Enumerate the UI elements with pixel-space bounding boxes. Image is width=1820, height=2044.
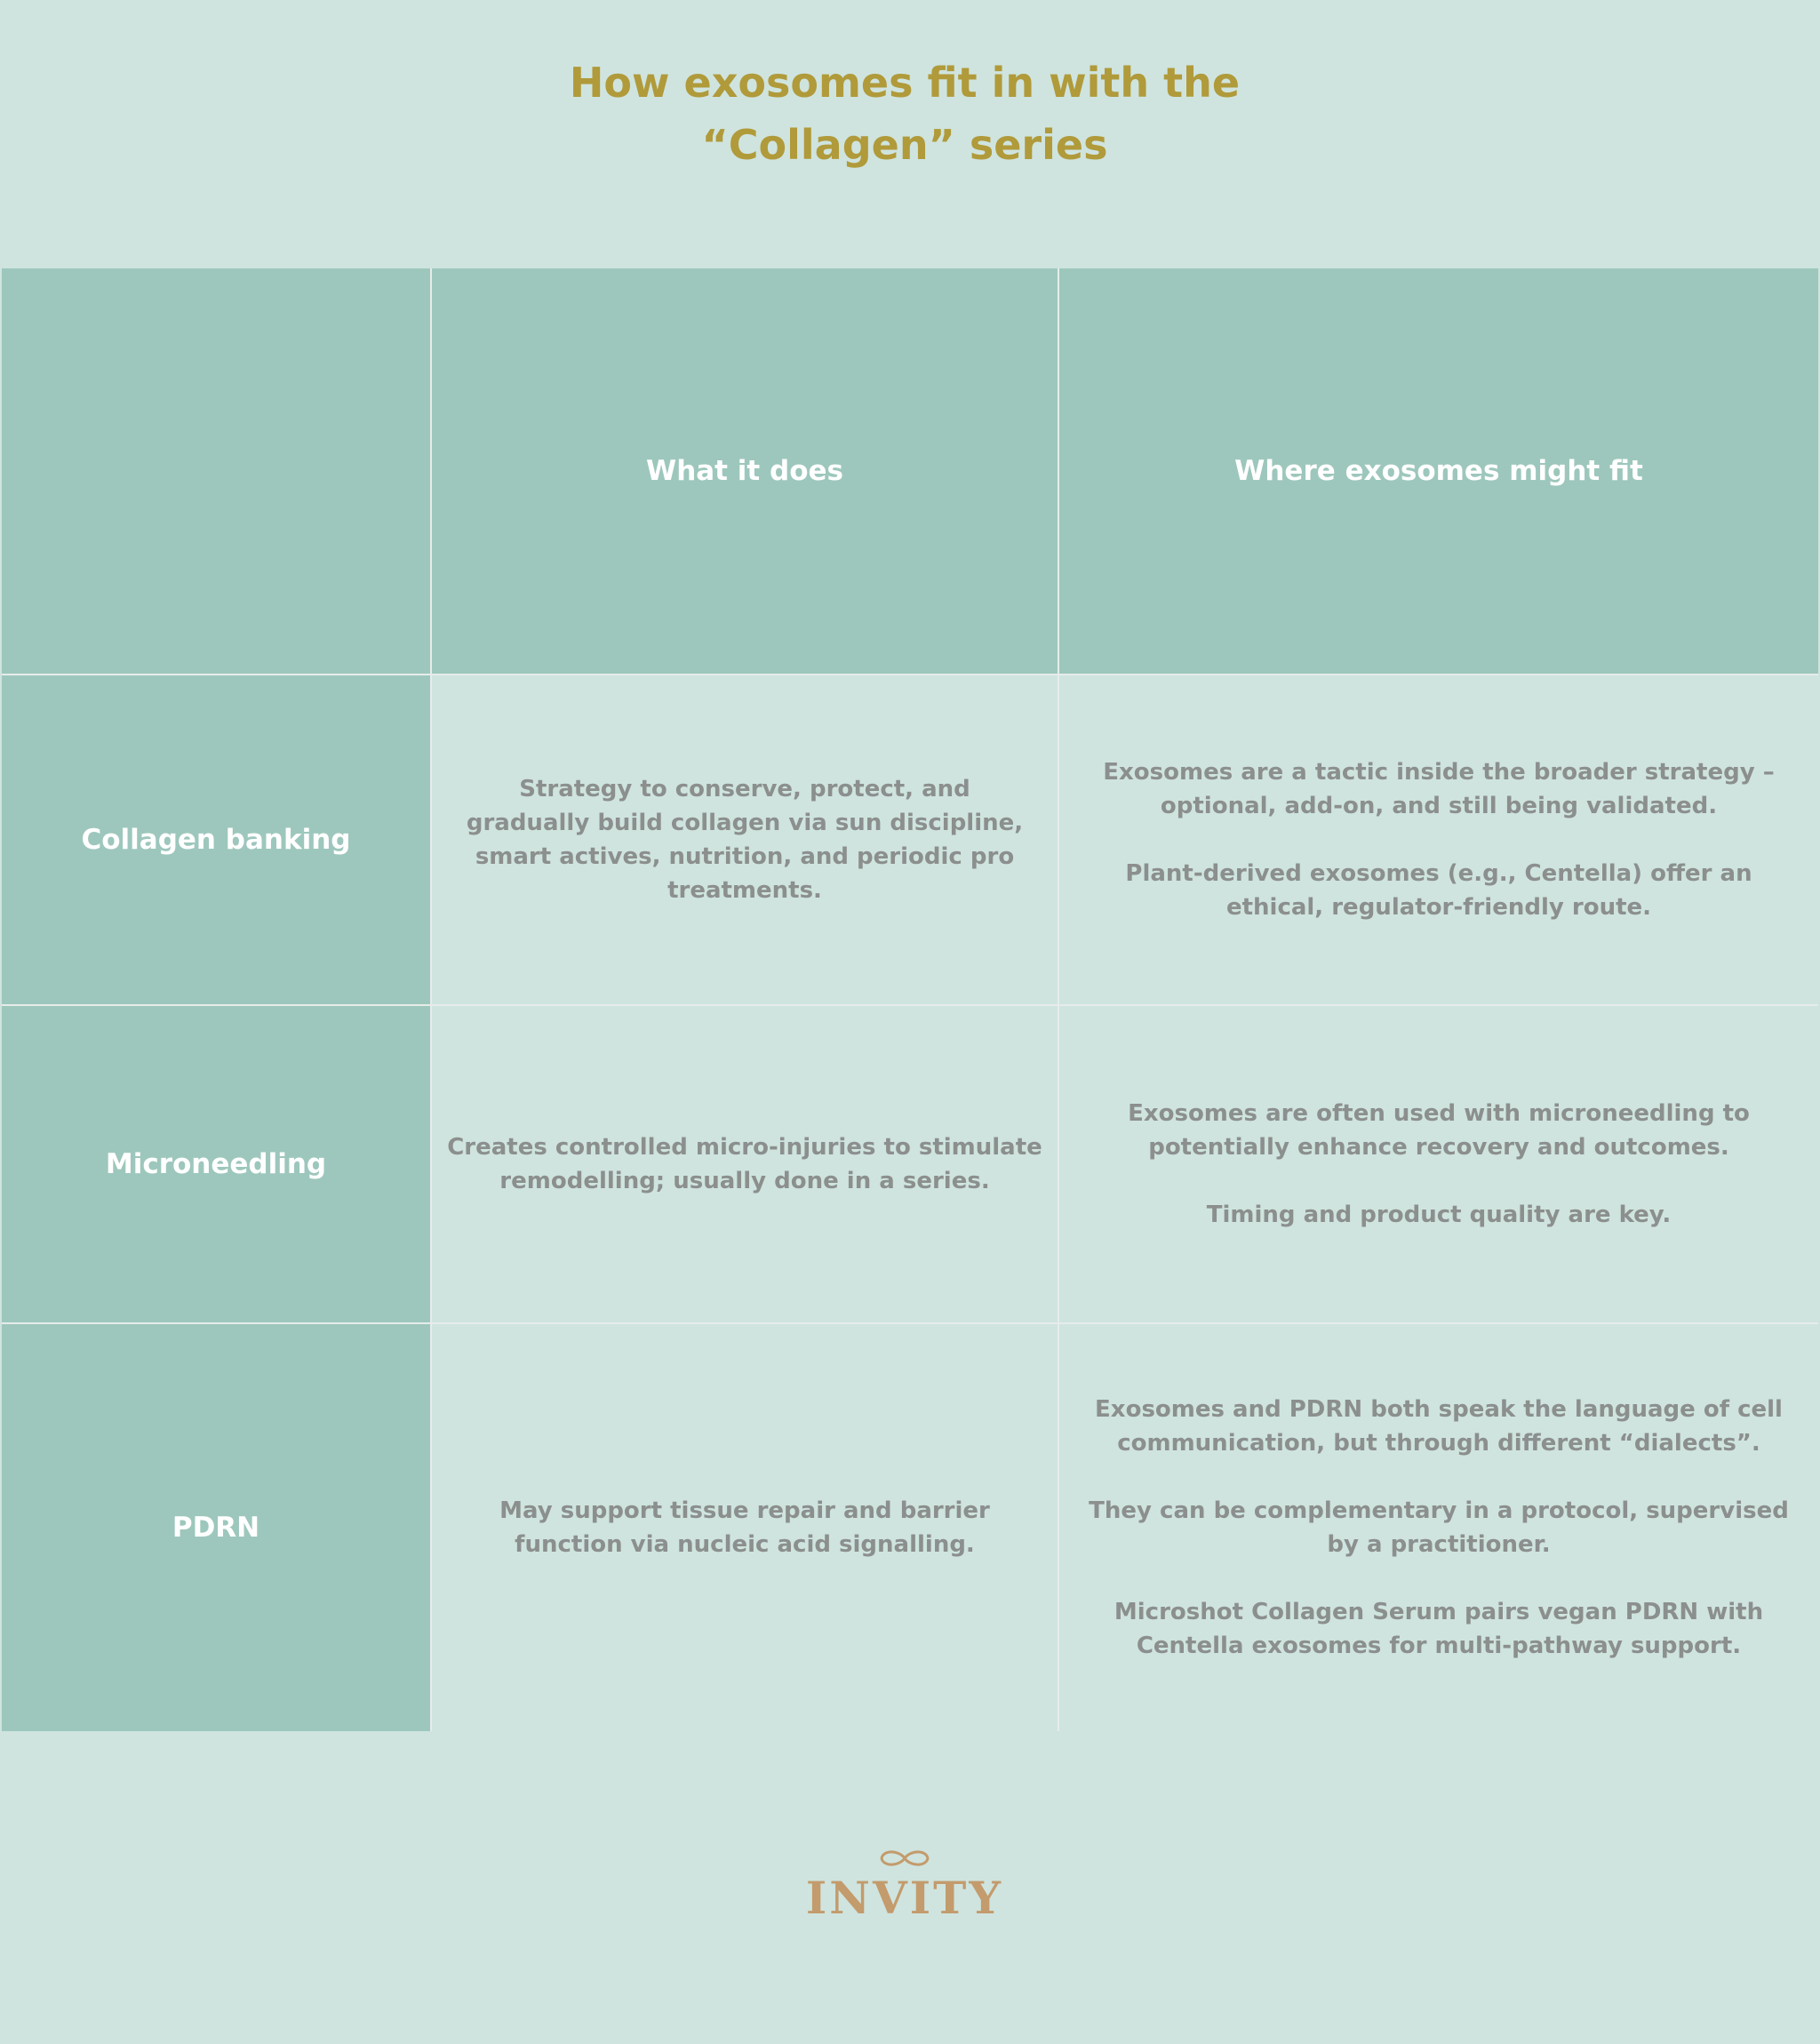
brand-logo (0, 1847, 1809, 1923)
cell-where-pdrn (1059, 1324, 1818, 1731)
row-head-pdrn (2, 1324, 432, 1731)
row-label: Microneedling (105, 1148, 327, 1180)
header-cell-what-it-does (432, 268, 1059, 675)
row-label: PDRN (172, 1512, 260, 1544)
cell-text: Microshot Collagen Serum pairs vegan PDRN with Centella exosomes for multi-pathway support. (1114, 1599, 1764, 1659)
cell-where-collagen-banking (1059, 675, 1818, 1006)
cell-text: Creates controlled micro-injuries to stimulate remodelling; usually done in a series. (447, 1134, 1042, 1194)
cell-text: Strategy to conserve, protect, and gradually build collagen via sun discipline, smart actives, nutrition, and periodic pro treatments. (466, 776, 1024, 904)
cell-what-collagen-banking (432, 675, 1059, 1006)
cell-text: They can be complementary in a protocol, supervised by a practitioner. (1089, 1497, 1789, 1558)
header-where-exosomes-fit: Where exosomes might fit (1234, 455, 1643, 487)
cell-text: Exosomes and PDRN both speak the language of cell communication, but through different “dialects”. (1095, 1396, 1783, 1457)
title-line-1: How exosomes fit in with the (569, 59, 1241, 107)
row-head-microneedling (2, 1006, 432, 1324)
row-head-collagen-banking (2, 675, 432, 1006)
cell-where-microneedling (1059, 1006, 1818, 1324)
cell-text: Exosomes are a tactic inside the broader strategy – optional, add-on, and still being validated. (1103, 759, 1775, 819)
comparison-table (2, 268, 1818, 1731)
header-what-it-does: What it does (646, 455, 843, 487)
infinity-icon (875, 1847, 934, 1870)
cell-text: Plant-derived exosomes (e.g., Centella) offer an ethical, regulator-friendly route. (1125, 860, 1752, 921)
cell-what-microneedling (432, 1006, 1059, 1324)
cell-text: Timing and product quality are key. (1206, 1202, 1672, 1228)
row-label: Collagen banking (81, 824, 351, 856)
cell-text: Exosomes are often used with microneedling to potentially enhance recovery and outcomes. (1128, 1100, 1750, 1161)
header-cell-where-exosomes-fit (1059, 268, 1818, 675)
header-cell-empty (2, 268, 432, 675)
cell-what-pdrn (432, 1324, 1059, 1731)
cell-text: May support tissue repair and barrier function via nucleic acid signalling. (499, 1497, 990, 1558)
title-line-2: “Collagen” series (701, 121, 1108, 169)
page-title (0, 52, 1809, 176)
brand-name: INVITY (805, 1872, 1004, 1924)
